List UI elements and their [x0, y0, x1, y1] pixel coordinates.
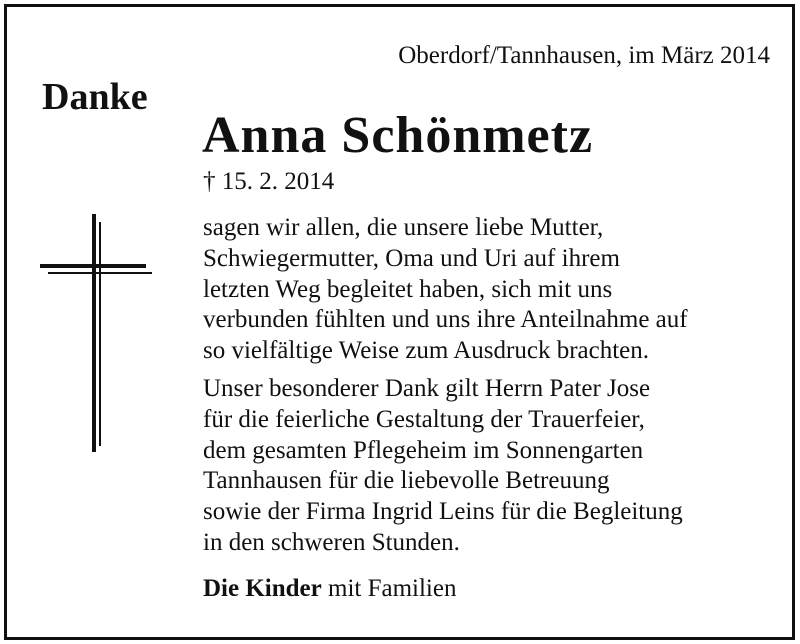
thanks-paragraph-2: [203, 374, 683, 559]
signature-rest: mit Familien: [321, 575, 457, 602]
paragraph-line: dem gesamten Pflegeheim im Sonnengarten: [203, 436, 644, 464]
signature-bold: Die Kinder: [203, 575, 322, 602]
paragraph-line: Schwiegermutter, Oma und Uri auf ihrem: [203, 244, 620, 272]
paragraph-line: Tannhausen für die liebevolle Betreuung: [203, 467, 610, 495]
place-date: Oberdorf/Tannhausen, im März 2014: [398, 42, 770, 69]
paragraph-line: verbunden fühlten und uns ihre Anteilnahme auf: [203, 306, 688, 334]
paragraph-line: so vielfältige Weise zum Ausdruck brachten.: [203, 337, 650, 365]
paragraph-line: für die feierliche Gestaltung der Trauerfeier,: [203, 405, 645, 433]
danke-heading: Danke: [42, 76, 148, 118]
death-date: † 15. 2. 2014: [203, 168, 335, 195]
paragraph-line: Unser besonderer Dank gilt Herrn Pater Jose: [203, 375, 651, 402]
thanks-paragraph-1: [203, 213, 688, 367]
paragraph-line: sagen wir allen, die unsere liebe Mutter,: [203, 214, 604, 241]
paragraph-line: letzten Weg begleitet haben, sich mit uns: [203, 275, 613, 303]
latin-cross-icon: [40, 214, 156, 452]
signature: [203, 574, 456, 604]
paragraph-line: in den schweren Stunden.: [203, 528, 460, 556]
paragraph-line: sowie der Firma Ingrid Leins für die Begleitung: [203, 498, 683, 526]
deceased-name: Anna Schönmetz: [202, 107, 594, 164]
